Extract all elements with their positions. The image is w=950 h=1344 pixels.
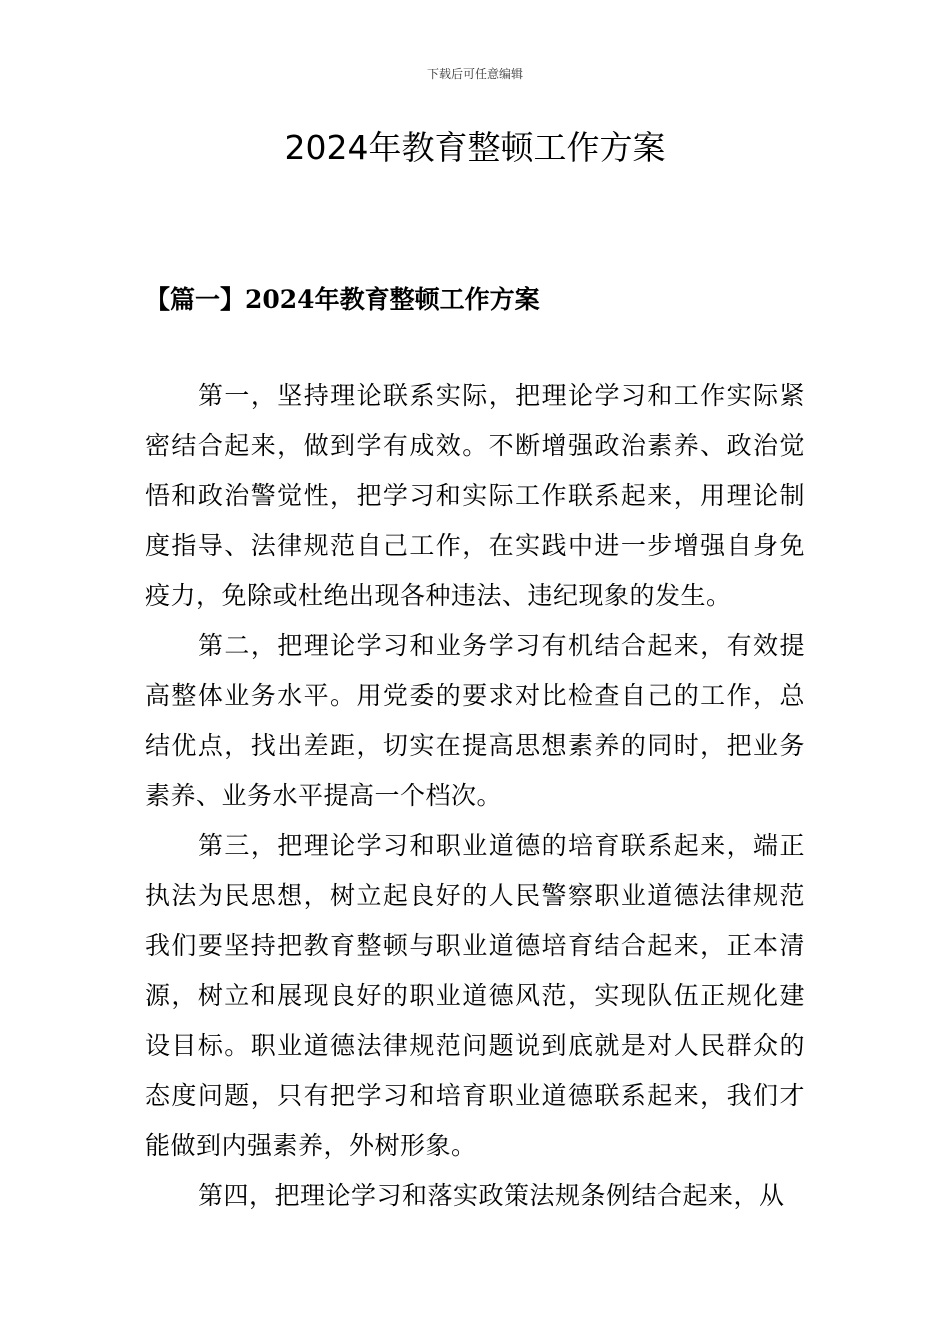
paragraph-3: 第三，把理论学习和职业道德的培育联系起来，端正执法为民思想，树立起良好的人民警察职业道德法律规范我们要坚持把教育整顿与职业道德培育结合起来，正本清源，树立和展现良好的职业道德风范，实现队伍正规化建设目标。职业道德法律规范问题说到底就是对人民群众的态度问题，只有把学习和培育职业道德联系起来，我们才能做到内强素养，外树形象。 (145, 831, 805, 1160)
section-heading: 【篇一】2024年教育整顿工作方案 (145, 285, 540, 314)
paragraph-4: 第四，把理论学习和落实政策法规条例结合起来，从 (198, 1181, 785, 1210)
document-title: 2024年教育整顿工作方案 (284, 128, 666, 167)
paragraph-2: 第二，把理论学习和业务学习有机结合起来，有效提高整体业务水平。用党委的要求对比检查自己的工作，总结优点，找出差距，切实在提高思想素养的同时，把业务素养、业务水平提高一个档次。 (145, 631, 805, 810)
header-note: 下载后可任意编辑 (426, 67, 523, 81)
paragraph-1: 第一，坚持理论联系实际，把理论学习和工作实际紧密结合起来，做到学有成效。不断增强政治素养、政治觉悟和政治警觉性，把学习和实际工作联系起来，用理论制度指导、法律规范自己工作，在实践中进一步增强自身免疫力，免除或杜绝出现各种违法、违纪现象的发生。 (145, 381, 805, 610)
document-body (145, 371, 805, 1221)
